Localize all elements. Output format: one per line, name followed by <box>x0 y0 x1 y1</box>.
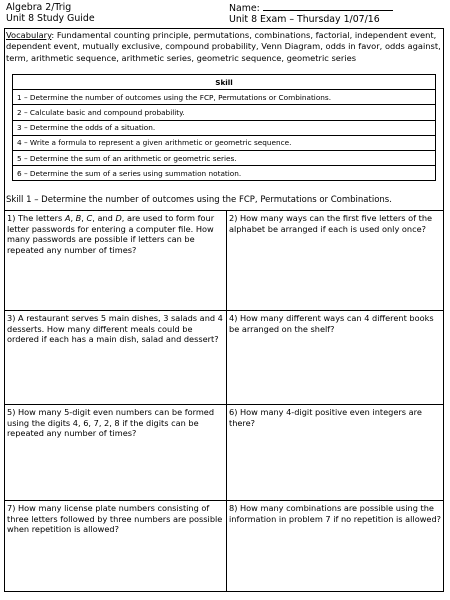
skill-row: 3 – Determine the odds of a situation. <box>13 120 436 135</box>
exam-date: Unit 8 Exam – Thursday 1/07/16 <box>229 14 380 25</box>
course-title: Algebra 2/Trig <box>6 2 72 13</box>
header-right <box>229 2 393 25</box>
vocabulary-terms: : Fundamental counting principle, permutations, combinations, factorial, independent event, dependent event, mutually exclusive, compound probability, Venn Diagram, odds in favor, odds against, term, arithmetic sequence, arithmetic series, geometric sequence, geometric series <box>6 30 441 63</box>
skill-section-heading: Skill 1 – Determine the number of outcomes using the FCP, Permutations or Combinations. <box>6 195 392 205</box>
vocabulary-label: Vocabulary <box>6 30 52 40</box>
problem-2: 2) How many ways can the first five letters of the alphabet be arranged if each is used only once? <box>226 210 444 310</box>
name-row <box>229 2 393 14</box>
problem-5: 5) How many 5-digit even numbers can be formed using the digits 4, 6, 7, 2, 8 if the digits can be repeated any number of times? <box>4 404 226 500</box>
problem-3: 3) A restaurant serves 5 main dishes, 3 salads and 4 desserts. How many different meals could be ordered if each has a main dish, salad and dessert? <box>4 310 226 404</box>
problem-grid <box>4 210 444 592</box>
skill-row: 2 – Calculate basic and compound probability. <box>13 105 436 120</box>
problem-8: 8) How many combinations are possible using the information in problem 7 if no repetition is allowed? <box>226 500 444 592</box>
vocabulary-paragraph <box>6 30 442 64</box>
skill-row: 6 – Determine the sum of a series using summation notation. <box>13 166 436 181</box>
name-blank-line[interactable] <box>263 2 393 11</box>
problem-4: 4) How many different ways can 4 different books be arranged on the shelf? <box>226 310 444 404</box>
header-left <box>6 2 95 24</box>
name-label: Name: <box>229 3 260 14</box>
skill-row: 5 – Determine the sum of an arithmetic or geometric series. <box>13 150 436 165</box>
skill-row: 4 – Write a formula to represent a given arithmetic or geometric sequence. <box>13 135 436 150</box>
problem-7: 7) How many license plate numbers consisting of three letters followed by three numbers are possible when repetition is allowed? <box>4 500 226 592</box>
guide-title: Unit 8 Study Guide <box>6 13 95 24</box>
skill-row: 1 – Determine the number of outcomes using the FCP, Permutations or Combinations. <box>13 90 436 105</box>
problem-1: 1) The letters A, B, C, and D, are used to form four letter passwords for entering a computer file. How many passwords are possible if letters can be repeated any number of times? <box>4 210 226 310</box>
problem-6: 6) How many 4-digit positive even integers are there? <box>226 404 444 500</box>
skills-table <box>12 74 436 181</box>
skills-table-header: Skill <box>13 75 436 90</box>
